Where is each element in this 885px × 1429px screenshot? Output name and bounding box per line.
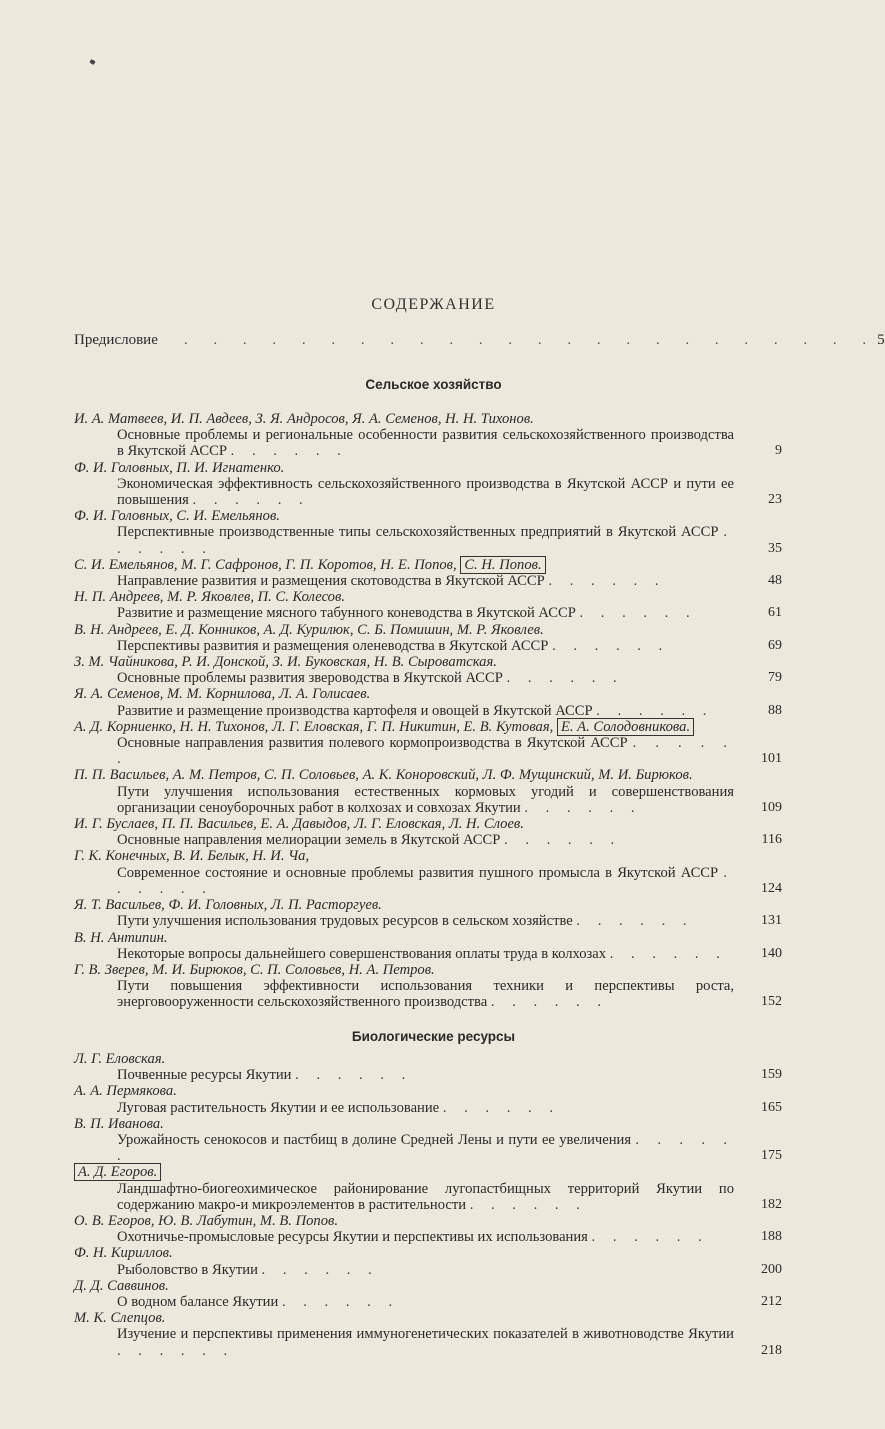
toc-entry[interactable] [74,556,782,590]
dot-leader: . . . . . . [579,605,697,622]
entry-page: 61 [768,605,782,621]
entry-authors: Я. Т. Васильев, Ф. И. Головных, Л. П. Расторгуев. [74,897,382,914]
entry-page: 48 [768,573,782,589]
entry-page: 159 [761,1067,782,1083]
entry-page: 9 [775,443,782,459]
preface-entry[interactable] [74,332,885,349]
entry-page: 218 [761,1342,782,1358]
toc-entry[interactable] [74,1277,782,1311]
entry-title-block [74,1262,774,1278]
dot-leader: . . . . . . [261,1261,379,1278]
dot-leader: . . . . . . [192,492,310,509]
entry-title: Пути улучшения использования трудовых ресурсов в сельском хозяйстве [117,913,573,930]
ink-mark [89,59,95,65]
entry-boxed-author: Е. А. Солодовникова. [557,718,694,736]
entry-title-block [74,427,774,459]
entry-title: Основные проблемы развития звероводства в Якутской АССР [117,670,503,687]
entry-page: 140 [761,945,782,961]
entry-title-block [74,978,774,1010]
toc-entry[interactable] [74,718,782,768]
toc-entry[interactable] [74,589,782,622]
entry-boxed-author: С. Н. Попов. [460,556,545,574]
entry-title-block [74,735,774,767]
entry-title: Основные проблемы и региональные особенности развития сельскохозяйственного производства в Якутской АССР [117,427,734,460]
toc-entry[interactable] [74,1310,782,1359]
toc-entry[interactable] [74,686,782,719]
entry-authors: В. П. Иванова. [74,1115,164,1132]
toc-entry[interactable] [74,961,782,1011]
entry-boxed-author: А. Д. Егоров. [74,1163,161,1181]
entry-title-block [74,946,774,962]
entry-authors: Ф. И. Головных, П. И. Игнатенко. [74,459,285,476]
toc-section-agriculture [74,411,782,1011]
toc-entry[interactable] [74,411,782,460]
entry-page: 131 [761,913,782,929]
toc-entry[interactable] [74,1213,782,1246]
entry-title-block [74,1100,774,1116]
entry-authors: П. П. Васильев, А. М. Петров, С. П. Соловьев, А. К. Коноровский, Л. Ф. Мущинский, М. И. Бирюков. [74,767,693,784]
entry-title-block [74,1229,774,1245]
entry-page: 79 [768,670,782,686]
dot-leader: . . . . . . [117,735,734,768]
entry-authors: В. Н. Андреев, Е. Д. Конников, А. Д. Курилюк, С. Б. Помишин, М. Р. Яковлев. [74,621,544,638]
preface-page: 5 [877,332,885,348]
toc-entry[interactable] [74,1115,782,1165]
dot-leader: . . . . . . [117,524,734,557]
entry-authors: А. А. Пермякова. [74,1083,177,1100]
entry-page: 88 [768,702,782,718]
entry-title: Развитие и размещение производства картофеля и овощей в Якутской АССР [117,702,593,719]
toc-entry[interactable] [74,816,782,849]
entry-title-block [74,1294,774,1310]
entry-title: Пути повышения эффективности использования техники и перспективы роста, энерговооруженности сельскохозяйственного производства [117,978,734,1011]
entry-title-block [74,865,774,897]
entry-title: Охотничье-промысловые ресурсы Якутии и перспективы их использования [117,1229,588,1246]
dot-leader: . . . . . . [117,1342,235,1359]
entry-title-block [74,1181,774,1213]
entry-title: Пути улучшения использования естественных кормовых угодий и совершенствования организации сеноуборочных работ в колхозах и совхозах Якутии [117,783,734,816]
page-title: СОДЕРЖАНИЕ [371,296,496,313]
entry-title-block [74,524,774,556]
entry-title-block [74,1326,774,1358]
toc-entry[interactable] [74,848,782,897]
toc-entry[interactable] [74,929,782,962]
entry-authors: Н. П. Андреев, М. Р. Яковлев, П. С. Колесов. [74,589,345,606]
dot-leader: . . . . . . . . . . . . . . . . . . . . . . . . [183,332,878,348]
section-heading: Биологические ресурсы [351,1029,516,1044]
dot-leader: . . . . . . [591,1229,709,1246]
entry-title: Направление развития и размещения скотоводства в Якутской АССР [117,573,545,590]
entry-page: 35 [768,540,782,556]
entry-title: Некоторые вопросы дальнейшего совершенствования оплаты труда в колхозах [117,945,607,962]
dot-leader: . . . . . . [442,1099,560,1116]
toc-section-biological-resources [74,1051,782,1359]
entry-authors: Я. А. Семенов, М. М. Корнилова, Л. А. Голисаев. [74,686,371,703]
entry-page: 188 [761,1229,782,1245]
entry-page: 165 [761,1099,782,1115]
toc-entry[interactable] [74,621,782,654]
entry-title: Рыболовство в Якутии [117,1261,258,1278]
entry-title: Основные направления развития полевого кормопроизводства в Якутской АССР [117,735,628,752]
entry-title-block [74,476,774,508]
preface-label: Предисловие [74,332,158,348]
entry-page: 101 [761,751,782,767]
entry-title: Изучение и перспективы применения иммуногенетических показателей в животноводстве Якутии [117,1326,734,1343]
entry-authors: Г. В. Зверев, М. И. Бирюков, С. П. Соловьев, Н. А. Петров. [74,961,435,978]
entry-page: 109 [761,799,782,815]
entry-page: 152 [761,994,782,1010]
entry-title-block [74,913,774,929]
dot-leader: . . . . . . [506,670,624,687]
entry-title: Урожайность сенокосов и пастбищ в долине Средней Лены и пути ее увеличения [117,1132,632,1149]
entry-title-block [74,784,774,816]
entry-title: Почвенные ресурсы Якутии [117,1067,292,1084]
dot-leader: . . . . . . [295,1067,413,1084]
entry-authors: Ф. И. Головных, С. И. Емельянов. [74,508,280,525]
toc-entry[interactable] [74,1164,782,1213]
entry-page: 116 [761,832,782,848]
entry-authors: Л. Г. Еловская. [74,1051,166,1067]
entry-title-block [74,703,774,719]
entry-title-block [74,670,774,686]
toc-entry[interactable] [74,767,782,816]
entry-title-block [74,605,774,621]
entry-authors: А. Д. Корниенко, Н. Н. Тихонов, Л. Г. Еловская, Г. П. Никитин, Е. В. Кутовая, [74,718,554,735]
entry-authors: Г. К. Конечных, В. И. Белык, Н. И. Ча, [74,848,310,865]
dot-leader: . . . . . . [576,913,694,930]
entry-page: 23 [768,492,782,508]
dot-leader: . . . . . . [504,832,622,849]
dot-leader: . . . . . . [609,945,727,962]
entry-authors: О. В. Егоров, Ю. В. Лабутин, М. В. Попов. [74,1213,339,1230]
entry-title: Экономическая эффективность сельскохозяйственного производства в Якутской АССР и пути ее повышения [117,475,734,509]
entry-title-block [74,638,774,654]
entry-authors: С. И. Емельянов, М. Г. Сафронов, Г. П. Коротов, Н. Е. Попов, [74,556,457,573]
entry-authors: И. Г. Буслаев, П. П. Васильев, Е. А. Давыдов, Л. Г. Еловская, Л. Н. Слоев. [74,816,524,833]
dot-leader: . . . . . . [548,573,666,590]
entry-page: 124 [761,880,782,896]
entry-page: 175 [761,1148,782,1164]
entry-title: Луговая растительность Якутии и ее использование [117,1099,440,1116]
dot-leader: . . . . . . [469,1196,587,1213]
toc-entry[interactable] [74,1083,782,1116]
entry-page: 200 [761,1261,782,1277]
entry-title-block [74,1067,774,1083]
entry-authors: Ф. Н. Кириллов. [74,1245,173,1262]
dot-leader: . . . . . . [281,1294,400,1311]
entry-title-block [74,573,774,589]
entry-authors: И. А. Матвеев, И. П. Авдеев, З. Я. Андросов, Я. А. Семенов, Н. Н. Тихонов. [74,411,534,427]
entry-title: Перспективы развития и размещения оленеводства в Якутской АССР [117,637,549,654]
entry-authors: М. К. Слепцов. [74,1310,166,1327]
section-heading: Сельское хозяйство [365,377,502,392]
toc-entry[interactable] [74,897,782,930]
entry-authors: В. Н. Антипин. [74,929,168,946]
dot-leader: . . . . . . [552,637,670,654]
entry-title: Перспективные производственные типы сельскохозяйственных предприятий в Якутской АССР [117,524,719,541]
toc-entry[interactable] [74,1245,782,1278]
dot-leader: . . . . . . [117,1132,735,1165]
entry-title: Современное состояние и основные проблемы развития пушного промысла в Якутской АССР [117,864,719,881]
dot-leader: . . . . . . [490,994,608,1011]
toc-entry[interactable] [74,1051,782,1084]
entry-authors: Д. Д. Саввинов. [74,1277,169,1294]
dot-leader: . . . . . . [596,702,714,719]
entry-page: 69 [768,637,782,653]
entry-page: 212 [761,1294,782,1310]
dot-leader: . . . . . . [230,443,348,460]
toc-entry[interactable] [74,459,782,509]
toc-entry[interactable] [74,508,782,557]
entry-title: Основные направления мелиорации земель в Якутской АССР [117,832,501,849]
entry-title: Ландшафтно-биогеохимическое районирование лугопастбищных территорий Якутии по содержанию макро-и микроэлементов в растительности [117,1180,734,1213]
entry-title-block [74,832,774,848]
dot-leader: . . . . . . [524,799,642,816]
toc-entry[interactable] [74,654,782,687]
entry-title: О водном балансе Якутии [117,1294,279,1311]
entry-title: Развитие и размещение мясного табунного коневодства в Якутской АССР [117,605,576,622]
entry-authors: З. М. Чайникова, Р. И. Донской, З. И. Буковская, Н. В. Сыроватская. [74,654,497,671]
entry-title-block [74,1132,774,1164]
dot-leader: . . . . . . [117,864,734,897]
entry-page: 182 [761,1196,782,1212]
